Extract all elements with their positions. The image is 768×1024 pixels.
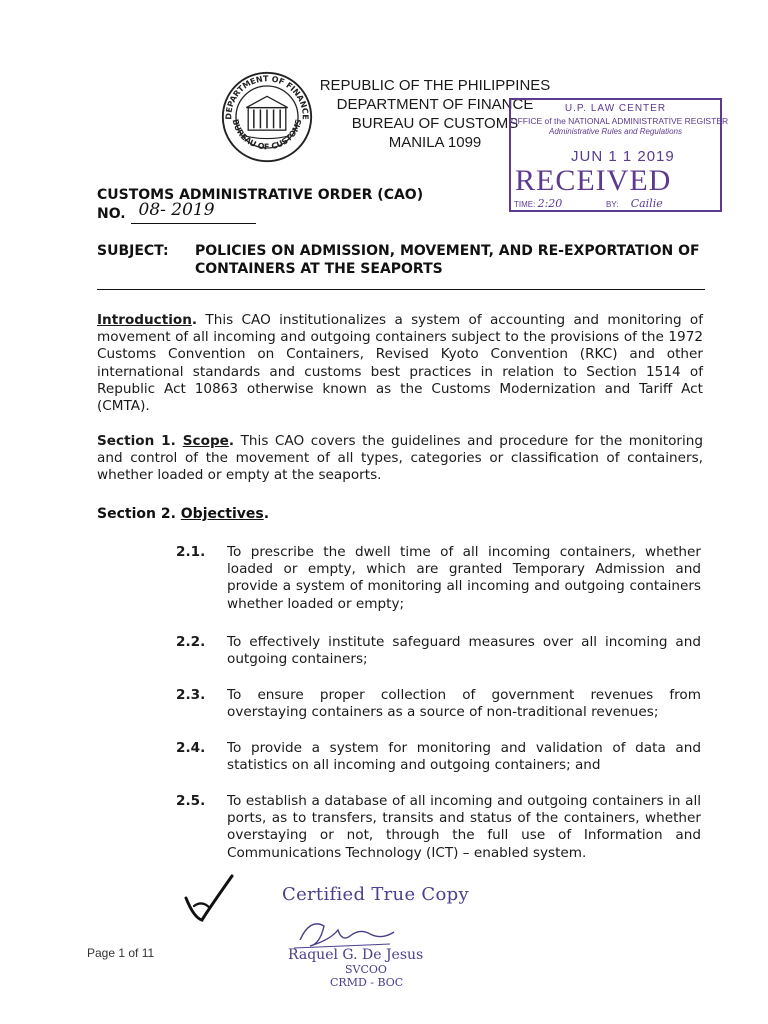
stamp-by	[606, 197, 663, 210]
stamp-time	[514, 197, 562, 210]
handwritten-initial-icon	[180, 870, 240, 930]
stamp-by-label: BY:	[606, 200, 619, 209]
objective-number: 2.3.	[176, 687, 206, 703]
stamp-time-label: TIME:	[514, 200, 536, 209]
section-1-body: This CAO covers the guidelines and procedure for the monitoring and control of the movement of all types, categories or classification of containers, whether loaded or empty at the seaports.	[97, 433, 704, 484]
order-number-row	[97, 200, 423, 224]
stamp-office: OFFICE of the NATIONAL ADMINISTRATIVE REGISTER	[511, 116, 729, 126]
section-2-heading: Objectives	[180, 506, 264, 522]
svg-text:DEPARTMENT OF FINANCE: DEPARTMENT OF FINANCE	[224, 74, 310, 120]
stamp-time-value: 2:20	[537, 197, 563, 210]
objective-number: 2.5.	[176, 793, 206, 809]
objective-text: To provide a system for monitoring and validation of data and statistics on all incoming and outgoing containers; and	[227, 740, 701, 774]
objective-item	[176, 634, 706, 670]
objective-text: To prescribe the dwell time of all incoming containers, whether loaded or empty, which are granted Temporary Admission and provide a system of monitoring all incoming and outgoing containers whether loaded or empty;	[227, 544, 701, 612]
objective-text: To ensure proper collection of government revenues from overstaying containers as a source of non-traditional revenues;	[227, 687, 701, 721]
objective-number: 2.4.	[176, 740, 206, 756]
section-2-label: Section 2.	[97, 506, 176, 522]
section-1-label: Section 1.	[97, 433, 176, 449]
svg-text:BUREAU OF CUSTOMS: BUREAU OF CUSTOMS	[230, 118, 304, 152]
subject-text: POLICIES ON ADMISSION, MOVEMENT, AND RE-EXPORTATION OF CONTAINERS AT THE SEAPORTS	[195, 243, 700, 277]
page-number: Page 1 of 11	[87, 946, 155, 960]
section-1-heading: Scope	[182, 433, 229, 449]
subject-label: SUBJECT:	[97, 243, 169, 259]
objective-number: 2.1.	[176, 544, 206, 560]
objective-number: 2.2.	[176, 634, 206, 650]
objective-text: To establish a database of all incoming and outgoing containers in all ports, as to transfers, transits and status of the containers, whether overstaying or not, through the full use of Information and Communications Technology (ICT) – enabled system.	[227, 793, 701, 861]
objective-item	[176, 793, 706, 865]
stamp-title: U.P. LAW CENTER	[564, 103, 667, 114]
introduction-body: This CAO institutionalizes a system of accounting and monitoring of movement of all incoming and outgoing containers subject to the provisions of the 1972 Customs Convention on Containers, Revised Kyoto Convention (RKC) and other international standards and customs best practices in relation to Section 1514 of Republic Act 10863 otherwise known as the Customs Modernization and Tariff Act (CMTA).	[97, 312, 703, 415]
stamp-subtitle: Administrative Rules and Regulations	[549, 127, 682, 136]
letterhead-department: DEPARTMENT OF FINANCE	[336, 96, 534, 113]
section-1-paragraph: Section 1. Scope. This CAO covers the guidelines and procedure for the monitoring and control of the movement of all types, categories or classification of containers, whether loaded or empty at the seaports.	[97, 433, 704, 484]
letterhead-republic: REPUBLIC OF THE PHILIPPINES	[319, 77, 551, 94]
order-number-value: 08- 2019	[138, 200, 215, 220]
subject-divider	[97, 289, 705, 290]
stamp-received: RECEIVED	[515, 164, 672, 197]
bureau-of-customs-seal-icon	[220, 70, 314, 164]
received-stamp	[509, 98, 729, 212]
certifier-name: Raquel G. De Jesus	[288, 947, 424, 963]
objective-text: To effectively institute safeguard measures over all incoming and outgoing containers;	[227, 634, 701, 668]
letterhead-bureau: BUREAU OF CUSTOMS	[351, 115, 519, 132]
introduction-heading: Introduction	[97, 312, 192, 328]
order-number-label: NO.	[97, 206, 126, 222]
section-2-heading-row: Section 2. Objectives.	[97, 506, 270, 522]
introduction-paragraph: Introduction. This CAO institutionalizes a system of accounting and monitoring of movement of all incoming and outgoing containers subject to the provisions of the 1972 Customs Convention on Containers, Revised Kyoto Convention (RKC) and other international standards and customs best practices in relation to Section 1514 of Republic Act 10863 otherwise known as the Customs Modernization and Tariff Act (CMTA).	[97, 312, 703, 415]
order-title-block	[97, 186, 423, 224]
certifier-position: SVCOO	[345, 963, 387, 976]
certified-true-copy: Certified True Copy	[282, 884, 469, 905]
stamp-by-value: Cailie	[630, 197, 663, 210]
order-number-line	[131, 200, 256, 224]
objective-item	[176, 544, 706, 614]
certifier-office: CRMD - BOC	[330, 976, 404, 989]
order-title: CUSTOMS ADMINISTRATIVE ORDER (CAO)	[97, 187, 424, 203]
stamp-date: JUN 1 1 2019	[571, 148, 675, 165]
letterhead-city: MANILA 1099	[388, 134, 482, 151]
objective-item	[176, 740, 706, 776]
objective-item	[176, 687, 706, 723]
